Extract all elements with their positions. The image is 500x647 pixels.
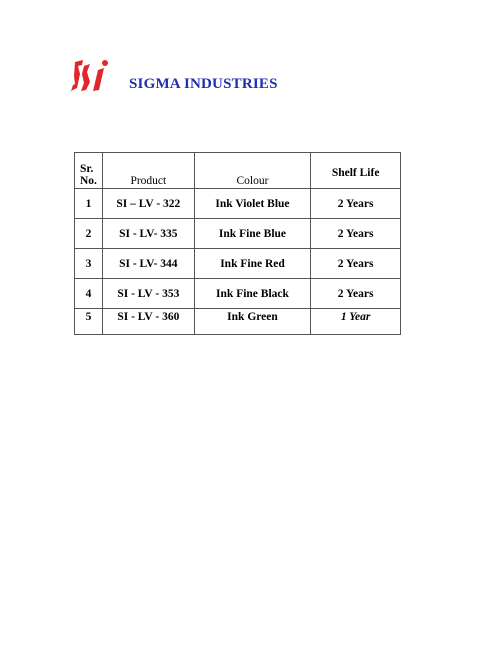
cell-shelf-life: 2 Years <box>311 219 401 249</box>
cell-colour: Ink Violet Blue <box>194 189 311 219</box>
cell-product: SI - LV - 353 <box>102 279 194 309</box>
cell-colour: Ink Fine Red <box>194 249 311 279</box>
cell-shelf-life: 2 Years <box>311 249 401 279</box>
product-table <box>74 152 401 335</box>
header-sr-line2: No. <box>80 175 97 187</box>
table-row <box>75 249 401 279</box>
cell-colour: Ink Fine Black <box>194 279 311 309</box>
table-row <box>75 279 401 309</box>
cell-sr: 5 <box>75 309 103 335</box>
header-colour <box>194 153 311 189</box>
cell-shelf-life: 2 Years <box>311 279 401 309</box>
cell-product: SI – LV - 322 <box>102 189 194 219</box>
cell-sr: 1 <box>75 189 103 219</box>
table-row <box>75 309 401 335</box>
table-row <box>75 189 401 219</box>
company-name: SIGMA INDUSTRIES <box>129 76 278 92</box>
cell-sr: 3 <box>75 249 103 279</box>
header-product-label: Product <box>130 175 167 187</box>
header-product <box>102 153 194 189</box>
header-shelf-life <box>311 153 401 189</box>
cell-sr: 4 <box>75 279 103 309</box>
cell-colour: Ink Fine Blue <box>194 219 311 249</box>
cell-product: SI - LV- 335 <box>102 219 194 249</box>
cell-shelf-life: 1 Year <box>311 309 401 335</box>
header-sr-no <box>75 153 103 189</box>
cell-colour: Ink Green <box>194 309 311 335</box>
table-header-row <box>75 153 401 189</box>
header-shelf-life-label: Shelf Life <box>331 167 380 179</box>
cell-shelf-life: 2 Years <box>311 189 401 219</box>
header-colour-label: Colour <box>236 175 269 187</box>
cell-product: SI - LV- 344 <box>102 249 194 279</box>
header-sr-line1: Sr. <box>80 163 94 175</box>
cell-product: SI - LV - 360 <box>102 309 194 335</box>
cell-sr: 2 <box>75 219 103 249</box>
sigma-logo-icon <box>71 60 111 92</box>
table-row <box>75 219 401 249</box>
